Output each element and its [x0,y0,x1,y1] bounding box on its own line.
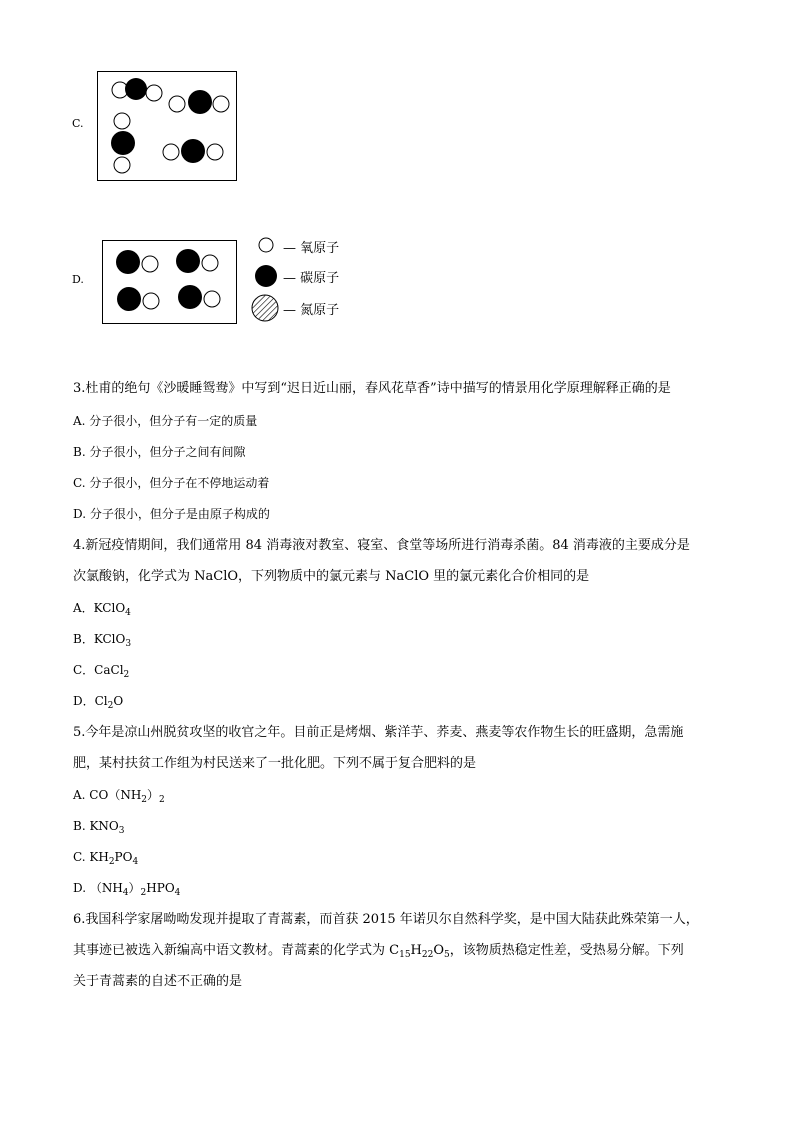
carbon-atom-icon [255,265,277,287]
q3-option-b: B. 分子很小，但分子之间有间隙 [73,445,246,459]
q3-option-d: D. 分子很小，但分子是由原子构成的 [73,507,270,521]
option-d-label: D. [72,273,84,286]
nitrogen-atom-icon [252,295,278,321]
q5-option-d: D. $(NH_4)_2HPO_4$ [73,881,181,898]
q6-stem-line1: 6.我国科学家屠呦呦发现并提取了青蒿素，而首获 2015 年诺贝尔自然科学奖，是中国大陆获此殊荣第一人， [73,912,699,927]
q4-option-c: C．CaCl$_2$ [73,663,130,680]
oxygen-atom-icon [259,238,273,252]
q3-option-a: A. 分子很小，但分子有一定的质量 [73,414,258,428]
legend-nitrogen: — 氮原子 [283,303,340,318]
option-c-label: C. [72,117,84,130]
q4-stem-line2: 次氯酸钠，化学式为 NaClO，下列物质中的氯元素与 NaClO 里的氯元素化合价相同的是 [73,569,590,584]
q3-option-c: C. 分子很小，但分子在不停地运动着 [73,476,270,490]
q5-option-c: C. $KH_2PO_4$ [73,850,139,867]
legend-icons [246,235,282,325]
q5-option-b: B. $KNO_3$ [73,819,125,836]
legend-carbon: — 碳原子 [283,271,340,286]
figure-d-molecules [102,240,237,324]
q5-stem-line1: 5.今年是凉山州脱贫攻坚的收官之年。目前正是烤烟、紫洋芋、荞麦、燕麦等农作物生长的旺盛期，急需施 [73,725,684,740]
q4-option-b: B．KClO$_3$ [73,632,132,649]
q5-stem-line2: 肥，某村扶贫工作组为村民送来了一批化肥。下列不属于复合肥料的是 [73,756,477,771]
q5-option-a: A. $CO(NH_2)_2$ [73,788,165,805]
figure-c-molecules [97,71,237,181]
q6-stem-line3: 关于青蒿素的自述不正确的是 [73,974,243,989]
q4-stem-line1: 4.新冠疫情期间，我们通常用 84 消毒液对教室、寝室、食堂等场所进行消毒杀菌。84 消毒液的主要成分是 [73,538,690,553]
q4-option-a: A．KClO$_4$ [73,601,131,618]
q4-option-d: D．$Cl_2O$ [73,694,124,711]
legend-oxygen: — 氧原子 [283,241,340,256]
q3-stem: 3.杜甫的绝句《沙暖睡鸳鸯》中写到“迟日近山丽，春风花草香”诗中描写的情景用化学原理解释正确的是 [73,381,671,396]
q6-stem-line2: 其事迹已被选入新编高中语文教材。青蒿素的化学式为 $C_{15}H_{22}O_5$，该物质热稳定性差，受热易分解。下列 [73,943,684,960]
